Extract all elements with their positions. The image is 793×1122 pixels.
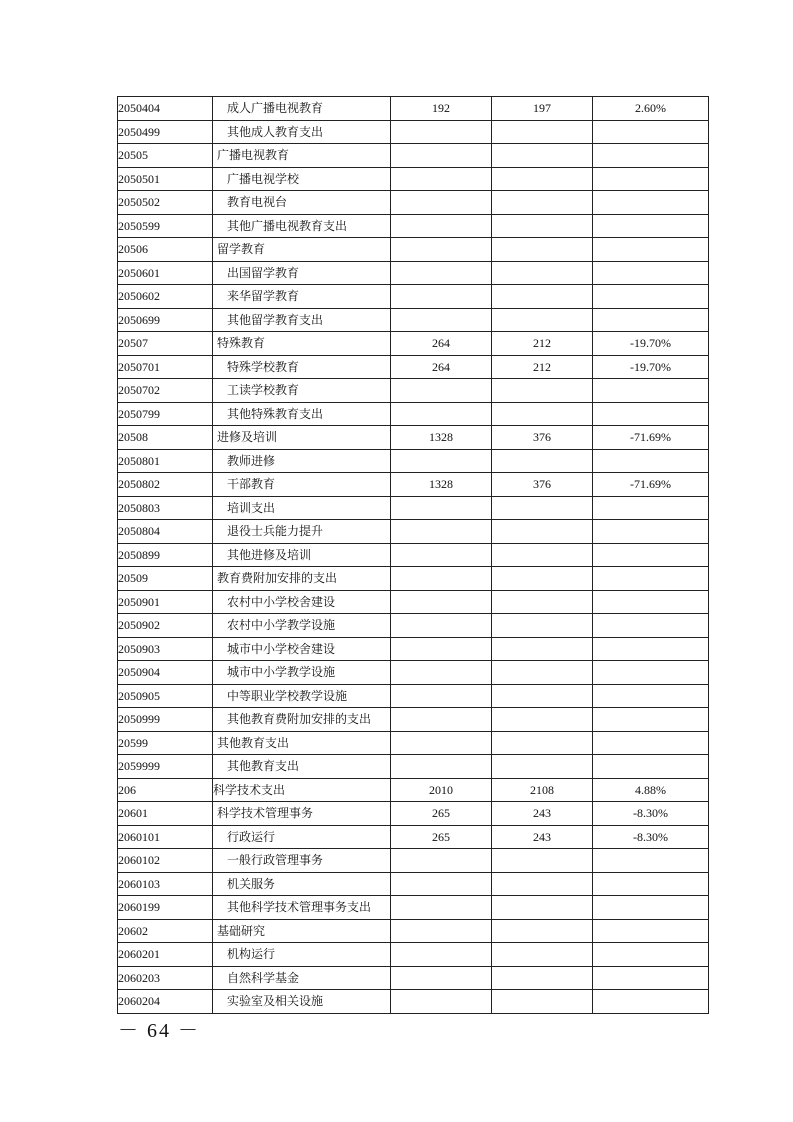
row-name-cell xyxy=(213,261,391,285)
row-name-cell xyxy=(213,919,391,943)
row-name-cell xyxy=(213,849,391,873)
table-row xyxy=(118,308,709,332)
row-name-cell xyxy=(213,825,391,849)
row-value-1-cell: 2010 xyxy=(391,778,492,802)
row-code-cell: 2050699 xyxy=(118,308,213,332)
row-name-text: 自然科学基金 xyxy=(227,970,300,985)
row-value-1-cell xyxy=(391,120,492,144)
row-value-2-cell xyxy=(492,261,593,285)
table-row xyxy=(118,285,709,309)
page-number: － 64 － xyxy=(118,1020,200,1042)
budget-table xyxy=(117,96,709,1014)
row-name-text: 中等职业学校教学设施 xyxy=(227,688,348,703)
row-name-cell xyxy=(213,120,391,144)
row-change-cell xyxy=(593,943,709,967)
row-value-2-cell xyxy=(492,285,593,309)
row-name-text: 其他广播电视教育支出 xyxy=(227,218,348,233)
row-value-1-cell xyxy=(391,449,492,473)
row-code-cell: 2050801 xyxy=(118,449,213,473)
row-value-2-cell xyxy=(492,238,593,262)
row-name-text: 进修及培训 xyxy=(217,430,278,445)
row-value-1-cell: 265 xyxy=(391,802,492,826)
row-code-cell: 20599 xyxy=(118,731,213,755)
row-change-cell xyxy=(593,661,709,685)
table-row xyxy=(118,966,709,990)
row-change-cell xyxy=(593,590,709,614)
row-value-1-cell xyxy=(391,285,492,309)
row-code-cell: 2059999 xyxy=(118,755,213,779)
row-change-cell: -19.70% xyxy=(593,355,709,379)
row-value-1-cell: 192 xyxy=(391,97,492,121)
row-value-2-cell: 243 xyxy=(492,802,593,826)
row-name-text: 教育费附加安排的支出 xyxy=(217,571,338,586)
row-name-cell xyxy=(213,496,391,520)
row-code-cell: 2050901 xyxy=(118,590,213,614)
row-code-cell: 2050803 xyxy=(118,496,213,520)
row-code-cell: 20509 xyxy=(118,567,213,591)
row-name-text: 广播电视教育 xyxy=(217,148,290,163)
table-row xyxy=(118,849,709,873)
row-change-cell xyxy=(593,614,709,638)
row-name-cell xyxy=(213,614,391,638)
row-code-cell: 20602 xyxy=(118,919,213,943)
table-row xyxy=(118,778,709,802)
table-row xyxy=(118,543,709,567)
row-value-1-cell xyxy=(391,637,492,661)
row-name-cell xyxy=(213,966,391,990)
row-name-cell xyxy=(213,943,391,967)
row-value-1-cell xyxy=(391,896,492,920)
row-name-text: 出国留学教育 xyxy=(227,265,300,280)
row-value-1-cell: 264 xyxy=(391,332,492,356)
row-value-2-cell xyxy=(492,543,593,567)
row-value-1-cell xyxy=(391,520,492,544)
row-change-cell xyxy=(593,755,709,779)
row-change-cell xyxy=(593,214,709,238)
row-value-2-cell xyxy=(492,590,593,614)
row-change-cell: 4.88% xyxy=(593,778,709,802)
row-name-cell xyxy=(213,97,391,121)
row-name-cell xyxy=(213,990,391,1014)
row-name-text: 来华留学教育 xyxy=(227,289,300,304)
table-row xyxy=(118,167,709,191)
table-row xyxy=(118,872,709,896)
row-value-1-cell: 265 xyxy=(391,825,492,849)
row-code-cell: 2060201 xyxy=(118,943,213,967)
row-value-2-cell xyxy=(492,120,593,144)
row-value-1-cell xyxy=(391,731,492,755)
row-code-cell: 2050999 xyxy=(118,708,213,732)
row-change-cell xyxy=(593,120,709,144)
row-change-cell xyxy=(593,872,709,896)
row-code-cell: 2060204 xyxy=(118,990,213,1014)
row-value-2-cell: 212 xyxy=(492,332,593,356)
row-value-1-cell xyxy=(391,402,492,426)
row-value-1-cell xyxy=(391,684,492,708)
row-name-text: 城市中小学校舍建设 xyxy=(227,641,336,656)
table-row xyxy=(118,496,709,520)
row-value-1-cell xyxy=(391,966,492,990)
row-value-2-cell xyxy=(492,661,593,685)
row-code-cell: 2050701 xyxy=(118,355,213,379)
row-change-cell xyxy=(593,379,709,403)
row-value-2-cell xyxy=(492,567,593,591)
row-value-2-cell xyxy=(492,191,593,215)
row-value-1-cell xyxy=(391,567,492,591)
row-value-2-cell: 212 xyxy=(492,355,593,379)
table-row xyxy=(118,637,709,661)
table-row xyxy=(118,191,709,215)
row-name-text: 机构运行 xyxy=(227,947,276,962)
row-name-text: 科学技术支出 xyxy=(213,782,286,797)
row-value-2-cell xyxy=(492,731,593,755)
row-value-2-cell xyxy=(492,708,593,732)
row-value-2-cell xyxy=(492,308,593,332)
row-name-text: 培训支出 xyxy=(227,500,276,515)
row-value-1-cell xyxy=(391,379,492,403)
table-row xyxy=(118,802,709,826)
row-name-cell xyxy=(213,449,391,473)
table-row xyxy=(118,238,709,262)
row-name-text: 机关服务 xyxy=(227,876,276,891)
row-name-cell xyxy=(213,144,391,168)
row-code-cell: 2050602 xyxy=(118,285,213,309)
row-value-2-cell xyxy=(492,990,593,1014)
row-change-cell xyxy=(593,896,709,920)
row-code-cell: 2050501 xyxy=(118,167,213,191)
row-value-2-cell: 376 xyxy=(492,473,593,497)
row-value-2-cell xyxy=(492,167,593,191)
row-value-1-cell xyxy=(391,167,492,191)
row-value-1-cell xyxy=(391,661,492,685)
row-value-2-cell xyxy=(492,496,593,520)
row-name-text: 基础研究 xyxy=(217,923,266,938)
row-value-2-cell xyxy=(492,684,593,708)
row-value-1-cell: 1328 xyxy=(391,426,492,450)
row-code-cell: 2050404 xyxy=(118,97,213,121)
table-row xyxy=(118,825,709,849)
row-name-text: 留学教育 xyxy=(217,242,266,257)
table-row xyxy=(118,214,709,238)
row-value-1-cell xyxy=(391,496,492,520)
table-row xyxy=(118,120,709,144)
row-name-text: 农村中小学教学设施 xyxy=(227,618,336,633)
row-change-cell xyxy=(593,144,709,168)
row-change-cell xyxy=(593,543,709,567)
table-row xyxy=(118,449,709,473)
row-name-text: 其他教育费附加安排的支出 xyxy=(227,712,372,727)
row-value-2-cell xyxy=(492,872,593,896)
row-value-1-cell xyxy=(391,144,492,168)
row-code-cell: 2050899 xyxy=(118,543,213,567)
row-value-1-cell: 1328 xyxy=(391,473,492,497)
row-change-cell xyxy=(593,191,709,215)
row-value-2-cell xyxy=(492,449,593,473)
row-code-cell: 20507 xyxy=(118,332,213,356)
row-change-cell xyxy=(593,684,709,708)
row-change-cell: 2.60% xyxy=(593,97,709,121)
row-value-1-cell xyxy=(391,590,492,614)
row-value-2-cell xyxy=(492,520,593,544)
row-name-cell xyxy=(213,473,391,497)
row-name-cell xyxy=(213,402,391,426)
row-value-2-cell xyxy=(492,144,593,168)
table-row xyxy=(118,567,709,591)
row-name-cell xyxy=(213,332,391,356)
row-name-text: 其他教育支出 xyxy=(227,759,300,774)
row-code-cell: 2050499 xyxy=(118,120,213,144)
table-row xyxy=(118,708,709,732)
row-name-cell xyxy=(213,637,391,661)
row-change-cell xyxy=(593,990,709,1014)
row-change-cell: -71.69% xyxy=(593,426,709,450)
row-value-2-cell xyxy=(492,379,593,403)
row-value-2-cell xyxy=(492,896,593,920)
row-name-cell xyxy=(213,778,391,802)
row-value-2-cell xyxy=(492,849,593,873)
row-name-text: 特殊教育 xyxy=(217,336,266,351)
row-code-cell: 2050702 xyxy=(118,379,213,403)
table-row xyxy=(118,426,709,450)
row-code-cell: 2060102 xyxy=(118,849,213,873)
row-code-cell: 20505 xyxy=(118,144,213,168)
row-name-cell xyxy=(213,684,391,708)
row-value-1-cell xyxy=(391,214,492,238)
row-name-cell xyxy=(213,872,391,896)
row-name-text: 干部教育 xyxy=(227,477,276,492)
row-change-cell xyxy=(593,308,709,332)
row-change-cell xyxy=(593,238,709,262)
table-row xyxy=(118,943,709,967)
row-change-cell xyxy=(593,567,709,591)
row-name-cell xyxy=(213,896,391,920)
row-name-text: 退役士兵能力提升 xyxy=(227,524,324,539)
row-value-2-cell: 197 xyxy=(492,97,593,121)
table-row xyxy=(118,97,709,121)
row-code-cell: 20506 xyxy=(118,238,213,262)
table-row xyxy=(118,590,709,614)
row-name-cell xyxy=(213,731,391,755)
row-code-cell: 20601 xyxy=(118,802,213,826)
row-value-2-cell xyxy=(492,966,593,990)
row-value-2-cell: 243 xyxy=(492,825,593,849)
row-change-cell xyxy=(593,496,709,520)
row-value-2-cell xyxy=(492,919,593,943)
row-value-2-cell xyxy=(492,214,593,238)
row-code-cell: 2050804 xyxy=(118,520,213,544)
row-name-cell xyxy=(213,708,391,732)
row-name-text: 其他教育支出 xyxy=(217,735,290,750)
row-code-cell: 2050601 xyxy=(118,261,213,285)
row-name-text: 特殊学校教育 xyxy=(227,359,300,374)
row-name-cell xyxy=(213,238,391,262)
table-row xyxy=(118,684,709,708)
row-value-1-cell xyxy=(391,919,492,943)
row-code-cell: 2060203 xyxy=(118,966,213,990)
row-value-1-cell xyxy=(391,543,492,567)
row-value-2-cell xyxy=(492,614,593,638)
table-row xyxy=(118,473,709,497)
row-code-cell: 2060103 xyxy=(118,872,213,896)
row-change-cell xyxy=(593,731,709,755)
row-name-cell xyxy=(213,802,391,826)
row-name-cell xyxy=(213,590,391,614)
table-row xyxy=(118,520,709,544)
row-name-cell xyxy=(213,355,391,379)
row-name-text: 工读学校教育 xyxy=(227,383,300,398)
row-code-cell: 2050905 xyxy=(118,684,213,708)
row-value-1-cell xyxy=(391,990,492,1014)
table-row xyxy=(118,614,709,638)
row-value-1-cell xyxy=(391,238,492,262)
row-name-text: 教师进修 xyxy=(227,453,276,468)
row-name-cell xyxy=(213,543,391,567)
table-row xyxy=(118,731,709,755)
row-name-text: 其他成人教育支出 xyxy=(227,124,324,139)
row-value-1-cell xyxy=(391,191,492,215)
row-change-cell xyxy=(593,637,709,661)
row-code-cell: 2060199 xyxy=(118,896,213,920)
table-row xyxy=(118,896,709,920)
table-row xyxy=(118,661,709,685)
row-value-1-cell xyxy=(391,943,492,967)
row-value-2-cell: 376 xyxy=(492,426,593,450)
row-value-2-cell xyxy=(492,637,593,661)
row-name-cell xyxy=(213,755,391,779)
table-row xyxy=(118,332,709,356)
row-value-2-cell xyxy=(492,943,593,967)
row-name-text: 教育电视台 xyxy=(227,195,288,210)
row-code-cell: 2050904 xyxy=(118,661,213,685)
row-change-cell: -8.30% xyxy=(593,825,709,849)
row-change-cell xyxy=(593,285,709,309)
row-value-1-cell xyxy=(391,614,492,638)
row-code-cell: 2050502 xyxy=(118,191,213,215)
row-code-cell: 206 xyxy=(118,778,213,802)
row-value-2-cell xyxy=(492,402,593,426)
row-change-cell: -71.69% xyxy=(593,473,709,497)
row-name-text: 城市中小学教学设施 xyxy=(227,665,336,680)
row-change-cell xyxy=(593,402,709,426)
row-value-2-cell xyxy=(492,755,593,779)
row-name-cell xyxy=(213,426,391,450)
row-name-text: 成人广播电视教育 xyxy=(227,101,324,116)
row-name-text: 实验室及相关设施 xyxy=(227,994,324,1009)
row-change-cell xyxy=(593,966,709,990)
row-value-1-cell xyxy=(391,261,492,285)
row-name-text: 一般行政管理事务 xyxy=(227,853,324,868)
row-name-text: 其他科学技术管理事务支出 xyxy=(227,900,372,915)
row-value-2-cell: 2108 xyxy=(492,778,593,802)
row-change-cell xyxy=(593,708,709,732)
row-name-cell xyxy=(213,285,391,309)
row-change-cell xyxy=(593,167,709,191)
row-change-cell xyxy=(593,261,709,285)
table-row xyxy=(118,402,709,426)
row-value-1-cell xyxy=(391,308,492,332)
row-name-text: 其他特殊教育支出 xyxy=(227,406,324,421)
row-name-cell xyxy=(213,167,391,191)
row-name-cell xyxy=(213,191,391,215)
row-code-cell: 2060101 xyxy=(118,825,213,849)
row-name-cell xyxy=(213,567,391,591)
table-row xyxy=(118,755,709,779)
row-value-1-cell xyxy=(391,849,492,873)
row-name-cell xyxy=(213,661,391,685)
budget-table-body xyxy=(118,97,709,1014)
row-code-cell: 2050902 xyxy=(118,614,213,638)
row-value-1-cell: 264 xyxy=(391,355,492,379)
row-code-cell: 2050599 xyxy=(118,214,213,238)
row-value-1-cell xyxy=(391,872,492,896)
row-change-cell xyxy=(593,449,709,473)
row-name-cell xyxy=(213,520,391,544)
row-name-text: 科学技术管理事务 xyxy=(217,806,314,821)
row-change-cell: -8.30% xyxy=(593,802,709,826)
row-code-cell: 2050799 xyxy=(118,402,213,426)
row-change-cell xyxy=(593,919,709,943)
row-name-text: 行政运行 xyxy=(227,829,276,844)
table-row xyxy=(118,919,709,943)
row-name-cell xyxy=(213,379,391,403)
row-name-text: 其他进修及培训 xyxy=(227,547,312,562)
row-name-text: 农村中小学校舍建设 xyxy=(227,594,336,609)
row-name-cell xyxy=(213,308,391,332)
row-name-text: 广播电视学校 xyxy=(227,171,300,186)
table-row xyxy=(118,144,709,168)
row-change-cell xyxy=(593,849,709,873)
row-value-1-cell xyxy=(391,708,492,732)
row-name-text: 其他留学教育支出 xyxy=(227,312,324,327)
row-value-1-cell xyxy=(391,755,492,779)
row-code-cell: 2050802 xyxy=(118,473,213,497)
table-row xyxy=(118,261,709,285)
table-row xyxy=(118,990,709,1014)
row-name-cell xyxy=(213,214,391,238)
table-row xyxy=(118,379,709,403)
row-change-cell xyxy=(593,520,709,544)
row-code-cell: 2050903 xyxy=(118,637,213,661)
table-row xyxy=(118,355,709,379)
row-code-cell: 20508 xyxy=(118,426,213,450)
row-change-cell: -19.70% xyxy=(593,332,709,356)
